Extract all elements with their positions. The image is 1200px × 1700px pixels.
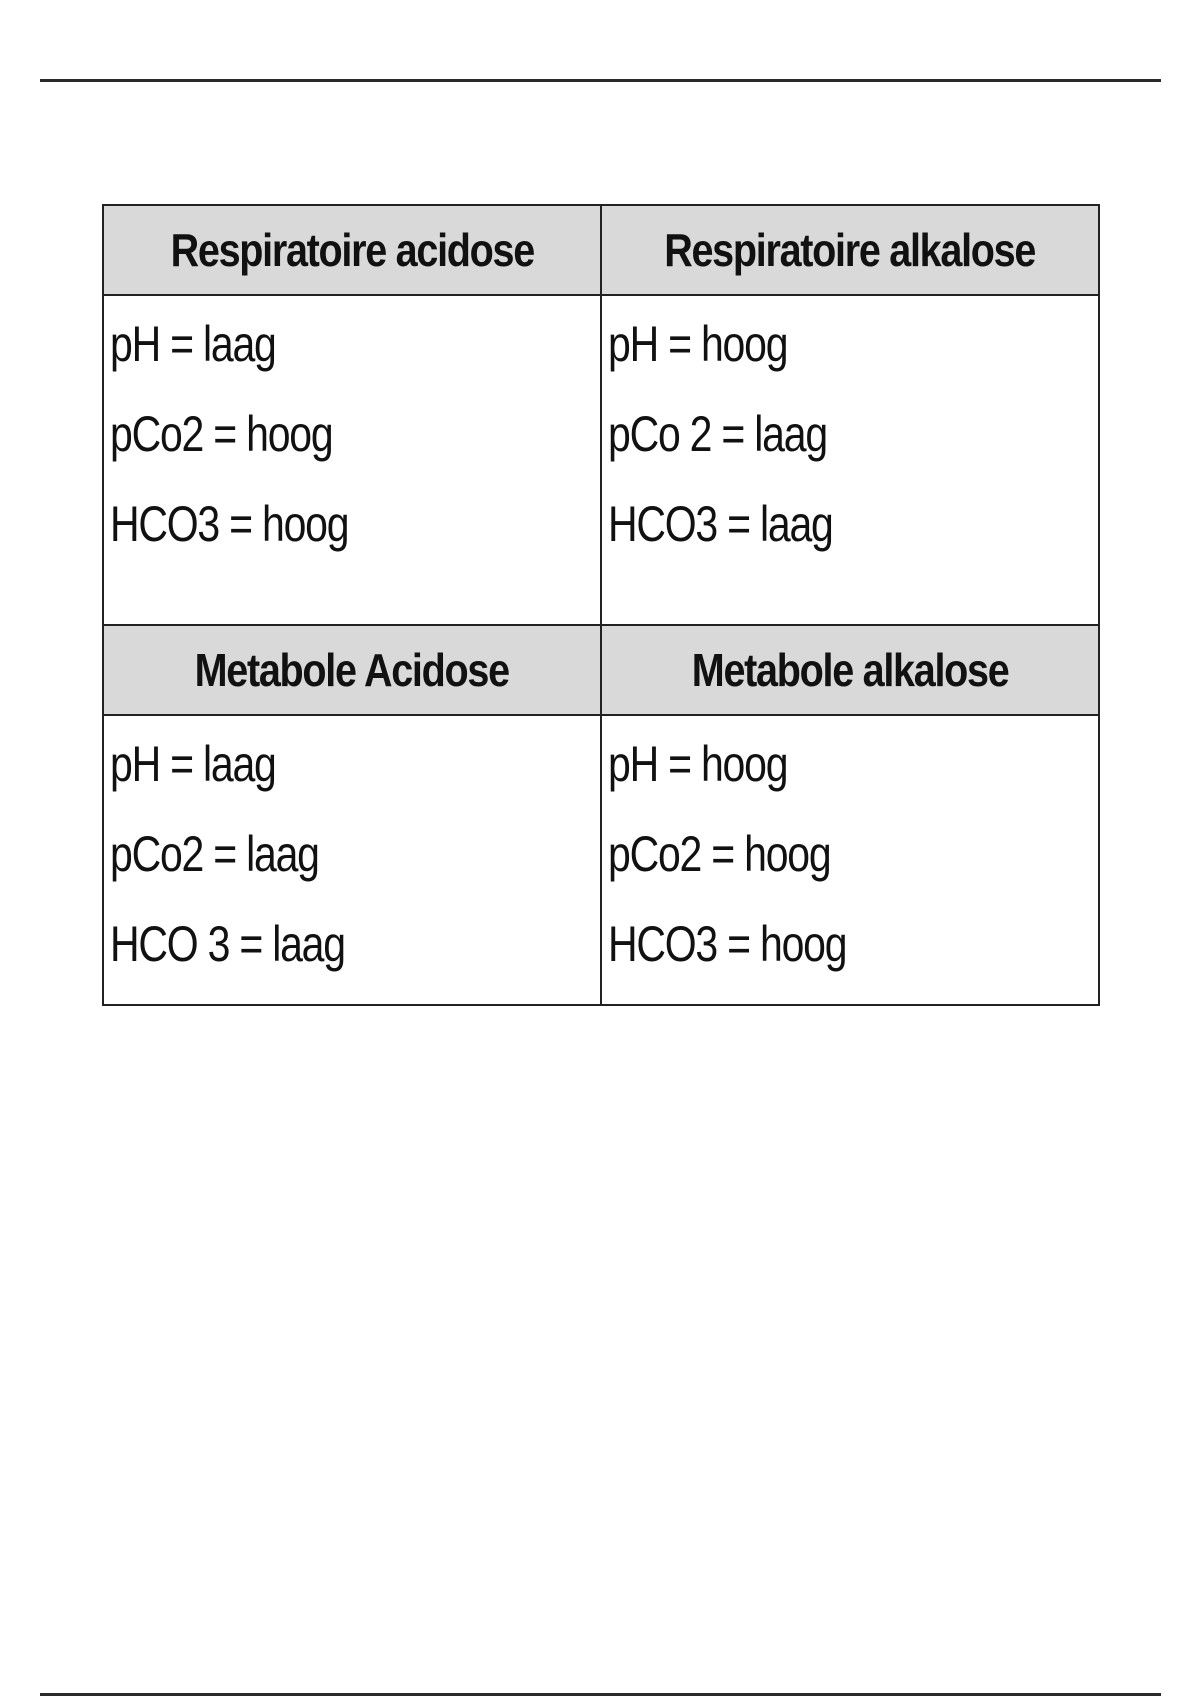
heading-metabolic-acidosis: Metabole Acidose (103, 625, 601, 715)
table-row (103, 295, 1099, 625)
table-header-row (103, 625, 1099, 715)
heading-metabolic-alkalosis: Metabole alkalose (601, 625, 1099, 715)
value-line: pCo2 = hoog (608, 826, 831, 882)
cell-respiratory-alkalosis (601, 295, 1099, 625)
value-line: pCo2 = laag (110, 826, 319, 882)
acid-base-table (102, 204, 1100, 1006)
value-line: pCo2 = hoog (110, 406, 333, 462)
value-line: HCO3 = hoog (110, 496, 349, 552)
cell-metabolic-alkalosis (601, 715, 1099, 1005)
value-line: pH = hoog (608, 316, 788, 372)
cell-metabolic-acidosis (103, 715, 601, 1005)
table-row (103, 715, 1099, 1005)
value-line: pH = laag (110, 736, 276, 792)
value-line: pH = hoog (608, 736, 788, 792)
heading-respiratory-alkalosis: Respiratoire alkalose (601, 205, 1099, 295)
table-header-row (103, 205, 1099, 295)
value-line: pH = laag (110, 316, 276, 372)
value-line: HCO3 = hoog (608, 916, 847, 972)
value-line: HCO3 = laag (608, 496, 833, 552)
value-line: HCO 3 = laag (110, 916, 345, 972)
heading-respiratory-acidosis: Respiratoire acidose (103, 205, 601, 295)
cell-respiratory-acidosis (103, 295, 601, 625)
header-rule (40, 79, 1161, 82)
value-line: pCo 2 = laag (608, 406, 827, 462)
footer-rule (40, 1693, 1161, 1696)
